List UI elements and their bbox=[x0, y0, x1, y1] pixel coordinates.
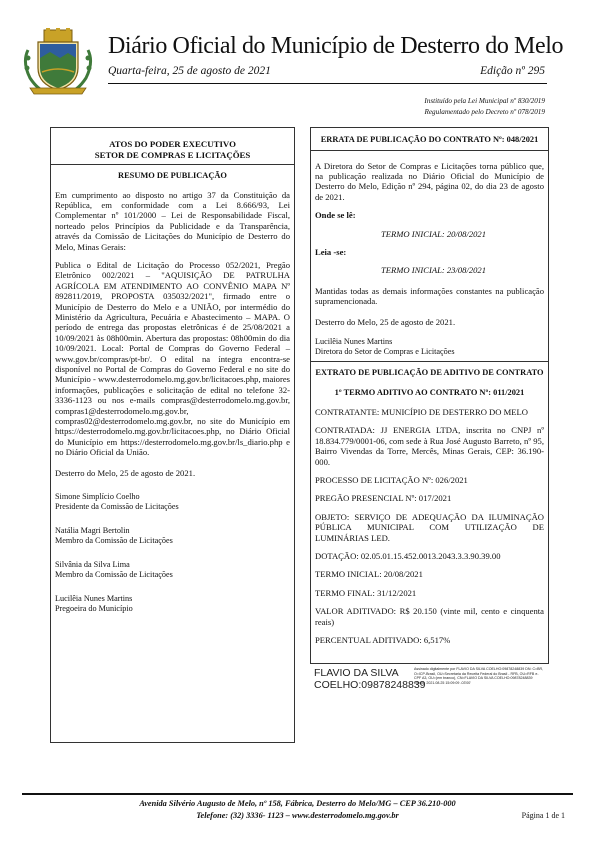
signature-block bbox=[55, 594, 290, 614]
extract-divider bbox=[311, 361, 548, 362]
amendment-title: 1º TERMO ADITIVO AO CONTRATO Nº: 011/2021 bbox=[334, 388, 525, 398]
signature-block bbox=[55, 492, 290, 512]
digital-signature-area bbox=[310, 665, 549, 743]
edition-number: Edição nº 295 bbox=[480, 65, 545, 77]
amended-percentage: PERCENTUAL ADITIVADO: 6,517% bbox=[315, 635, 451, 646]
contracting-party: CONTRATANTE: MUNICÍPIO DE DESTERRO DO MELO bbox=[315, 406, 528, 417]
publication-date: Quarta-feira, 25 de agosto de 2021 bbox=[108, 65, 271, 77]
header-divider bbox=[108, 83, 547, 84]
where-read-value: TERMO INICIAL: 20/08/2021 bbox=[380, 228, 487, 239]
page-number: Página 1 de 1 bbox=[521, 811, 565, 820]
errata-title: ERRATA DE PUBLICAÇÃO DO CONTRATO Nº: 048/2021 bbox=[320, 135, 539, 144]
contracted-party: CONTRATADA: JJ ENERGIA LTDA, inscrita no CNPJ nº 18.834.779/0001-06, com sede à Rua José Augusto Barreto, nº 95, Bairro Vivendas da Torre, Mercês, Minas Gerais, CEP: 36.190-000. bbox=[315, 425, 544, 467]
signer-name: Lucilêia Nunes Martins bbox=[315, 336, 393, 346]
signer-role: Diretora do Setor de Compras e Licitações bbox=[315, 346, 455, 356]
signer-name: Natália Magri Bertolin bbox=[55, 526, 130, 536]
section-subtitle: SETOR DE COMPRAS E LICITAÇÕES bbox=[51, 150, 294, 165]
start-term: TERMO INICIAL: 20/08/2021 bbox=[315, 569, 423, 580]
digital-signature-details: Assinado digitalmente por FLAVIO DA SILVA COELHO:09878248839 DN: C=BR, O=ICP-Brasil, OU=Secretaria da Receita Federal do Brasil - RFB, OU=RFB e-CPF A3, OU=(em branco), CN=FLAVIO DA SILVA COELHO:09878248839 Dados: 2021.08.25 15:09:09 -03'00' bbox=[414, 667, 544, 685]
amended-value: VALOR ADITIVADO: R$ 20.150 (vinte mil, cento e cinquenta reais) bbox=[315, 606, 544, 627]
budget-allocation: DOTAÇÃO: 02.05.01.15.452.0013.2043.3.3.90.39.00 bbox=[315, 551, 501, 562]
left-column bbox=[50, 127, 295, 743]
extract-title: EXTRATO DE PUBLICAÇÃO DE ADITIVO DE CONTRATO bbox=[315, 367, 544, 377]
read-as-label: Leia -se: bbox=[315, 246, 347, 257]
footer-divider bbox=[22, 793, 573, 795]
signature-block bbox=[315, 337, 544, 357]
signature-block bbox=[55, 526, 290, 546]
digital-signature-name: FLAVIO DA SILVA COELHO:09878248839 bbox=[314, 667, 426, 691]
read-as-value: TERMO INICIAL: 23/08/2021 bbox=[380, 265, 487, 276]
legal-basis bbox=[424, 96, 545, 118]
signer-name: Simone Simplício Coelho bbox=[55, 492, 140, 502]
signer-role: Membro da Comissão de Licitações bbox=[55, 536, 173, 546]
notice-paragraph: Publica o Edital de Licitação do Processo 052/2021, Pregão Eletrônico 002/2021 – "AQUISIÇÃO DE PATRULHA AGRÍCOLA EM ATENDIMENTO AO CONVÊNIO MAPA Nº 892811/2019, PROPOSTA 035032/2021", firmado entre o Município de Desterro do Melo e a UNIÃO, por intermédio do Ministério da Agricultura, Pecuária e Abastecimento – MAPA. O período de entrega das propostas eletrônicas é de 25/08/2021 a 10/09/2021 às 08h00min. Abertura das propostas: 08h00min do dia 10/09/2021. Local: Portal de Compras do Governo Federal – www.gov.br/compras/pt-br/. O edital na íntegra encontra-se disponível no Portal de Compras do Governo Federal e no site do Município - www.desterrodomelo.mg.gov.br/licitacoes.php, maiores informações, publicações e solicitação de edital no telefone 32-3336-1123 ou nos e-mails compras@desterrodomelo.mg.gov.br, compras1@desterrodomelo.mg.gov.br, compras02@desterrodomelo.mg.gov.br, no site do Município em https://desterrodomelo.mg.gov.br/licitacoes.php, no Diário Oficial do Município em https://desterrodomelo.mg.gov.br/ls_diario.php e no Diário Oficial da União. bbox=[55, 259, 290, 458]
footer-phone: Telefone: (32) 3336- 1123 – www.desterrodomelo.mg.gov.br bbox=[196, 811, 399, 820]
end-term: TERMO FINAL: 31/12/2021 bbox=[315, 587, 417, 598]
process-number: PROCESSO DE LICITAÇÃO Nº: 026/2021 bbox=[315, 475, 468, 485]
signer-name: Silvânia da Silva Lima bbox=[55, 560, 130, 570]
summary-heading: RESUMO DE PUBLICAÇÃO bbox=[118, 171, 227, 180]
signature-block bbox=[55, 560, 290, 580]
decree-line: Regulamentado pelo Decreto nº 078/2019 bbox=[424, 108, 545, 116]
page-header bbox=[0, 0, 595, 116]
where-read-label: Onde se lê: bbox=[315, 210, 356, 221]
maintained-note: Mantidas todas as demais informações constantes na publicação supramencionada. bbox=[315, 285, 544, 307]
footer-address: Avenida Silvério Augusto de Melo, nº 158, Fábrica, Desterro do Melo/MG – CEP 36.210-000 bbox=[139, 799, 456, 808]
signer-role: Presidente da Comissão de Licitações bbox=[55, 502, 179, 512]
municipal-crest-icon bbox=[22, 28, 94, 96]
right-column bbox=[310, 127, 549, 664]
place-date: Desterro do Melo, 25 de agosto de 2021. bbox=[315, 316, 456, 327]
contract-object: OBJETO: SERVIÇO DE ADEQUAÇÃO DA ILUMINAÇÃO PÚBLICA MUNICIPAL COM UTILIZAÇÃO DE LUMINÁRIAS LED. bbox=[315, 511, 544, 543]
auction-number: PREGÃO PRESENCIAL Nº: 017/2021 bbox=[315, 493, 452, 504]
intro-paragraph: Em cumprimento ao disposto no artigo 37 da Constituição da República, em conformidade com a Lei 8.666/93, Lei Complementar nº 101/2000 – Lei de Responsabilidade Fiscal, norteado pelos Princípios da Publicidade e da Transparência, através da Comissão de Licitações do Município de Desterro do Melo, Minas Gerais: bbox=[55, 189, 290, 252]
errata-divider bbox=[311, 150, 548, 151]
gazette-title: Diário Oficial do Município de Desterro do Melo bbox=[108, 33, 564, 59]
digital-signature bbox=[314, 667, 544, 707]
place-date: Desterro do Melo, 25 de agosto de 2021. bbox=[55, 467, 196, 478]
section-title: ATOS DO PODER EXECUTIVO bbox=[109, 139, 236, 149]
signer-role: Membro da Comissão de Licitações bbox=[55, 570, 173, 580]
page-footer bbox=[0, 798, 595, 822]
law-line: Instituído pela Lei Municipal nº 830/2019 bbox=[424, 97, 545, 105]
errata-paragraph: A Diretora do Setor de Compras e Licitações torna público que, na publicação realizada no Diário Oficial do Município de Desterro do Melo, Edição nº 294, página 02, do dia 23 de agosto de 2021. bbox=[315, 160, 544, 202]
signer-name: Lucilêia Nunes Martins bbox=[55, 594, 133, 604]
signer-role: Pregoeira do Município bbox=[55, 604, 133, 614]
